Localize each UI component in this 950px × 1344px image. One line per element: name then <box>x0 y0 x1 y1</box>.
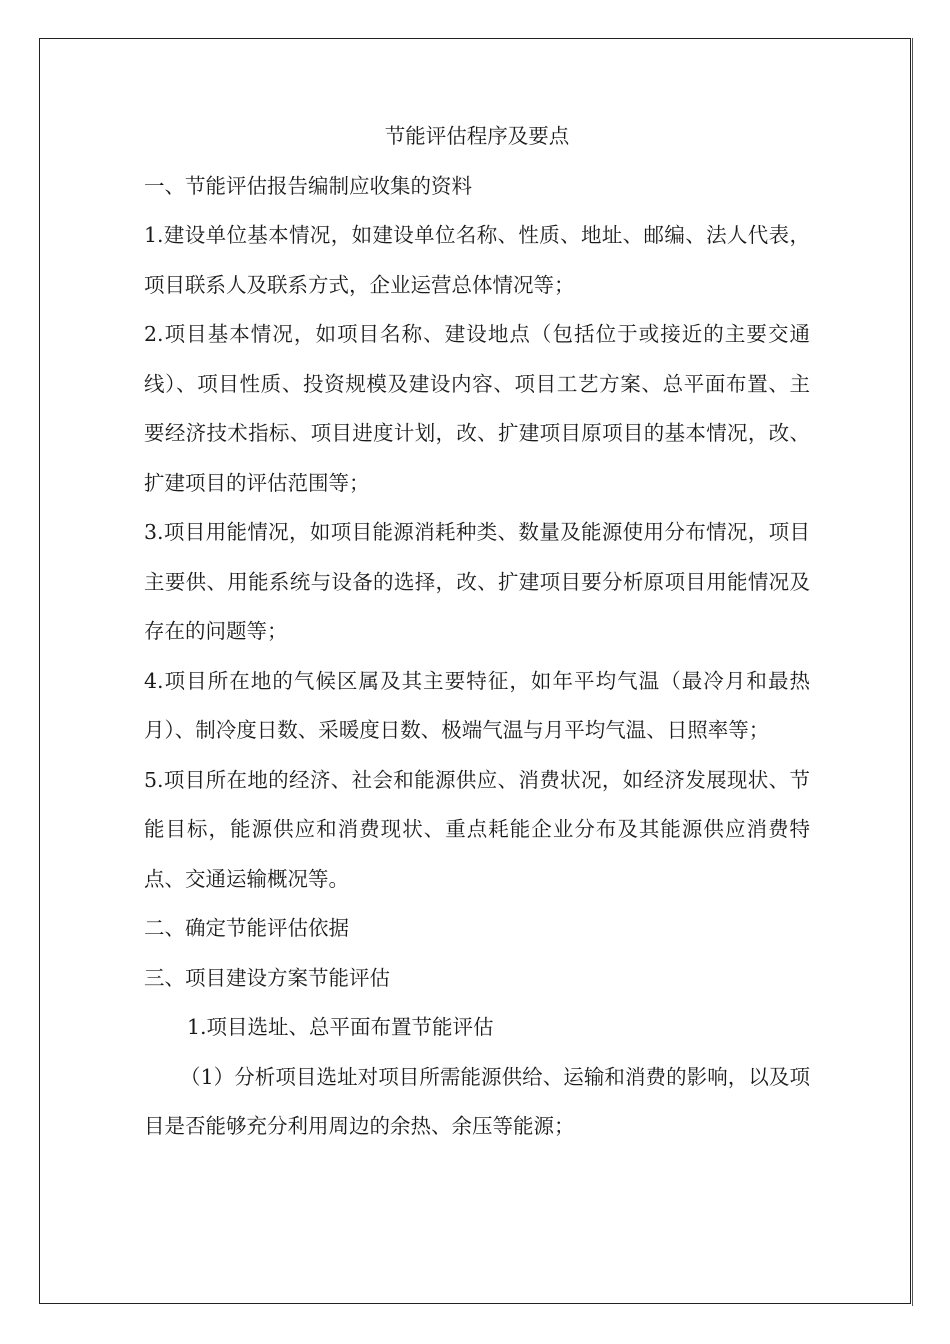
subsection-item-1: （1）分析项目选址对项目所需能源供给、运输和消费的影响，以及项目是否能够充分利用周边的余热、余压等能源； <box>144 1064 810 1138</box>
subsection-heading-1: 1.项目选址、总平面布置节能评估 <box>187 1015 494 1039</box>
paragraph-item-2: 2.项目基本情况，如项目名称、建设地点（包括位于或接近的主要交通线）、项目性质、投资规模及建设内容、项目工艺方案、总平面布置、主要经济技术指标、项目进度计划，改、扩建项目原项目的基本情况，改、扩建项目的评估范围等； <box>144 322 810 495</box>
section-heading-2: 二、确定节能评估依据 <box>144 916 349 940</box>
paragraph-item-5: 5.项目所在地的经济、社会和能源供应、消费状况，如经济发展现状、节能目标，能源供应和消费现状、重点耗能企业分布及其能源供应消费特点、交通运输概况等。 <box>144 767 810 891</box>
section-heading-3: 三、项目建设方案节能评估 <box>144 965 390 990</box>
paragraph-item-1: 1.建设单位基本情况，如建设单位名称、性质、地址、邮编、法人代表，项目联系人及联系方式，企业运营总体情况等； <box>144 223 810 297</box>
document-title: 节能评估程序及要点 <box>384 124 570 148</box>
section-heading-1: 一、节能评估报告编制应收集的资料 <box>144 173 472 198</box>
paragraph-item-3: 3.项目用能情况，如项目能源消耗种类、数量及能源使用分布情况，项目主要供、用能系统与设备的选择，改、扩建项目要分析原项目用能情况及存在的问题等； <box>144 520 810 643</box>
paragraph-item-4: 4.项目所在地的气候区属及其主要特征，如年平均气温（最冷月和最热月）、制冷度日数、采暖度日数、极端气温与月平均气温、日照率等； <box>144 668 810 742</box>
page-border-right-edge <box>912 38 913 1306</box>
document-body <box>144 112 810 1152</box>
